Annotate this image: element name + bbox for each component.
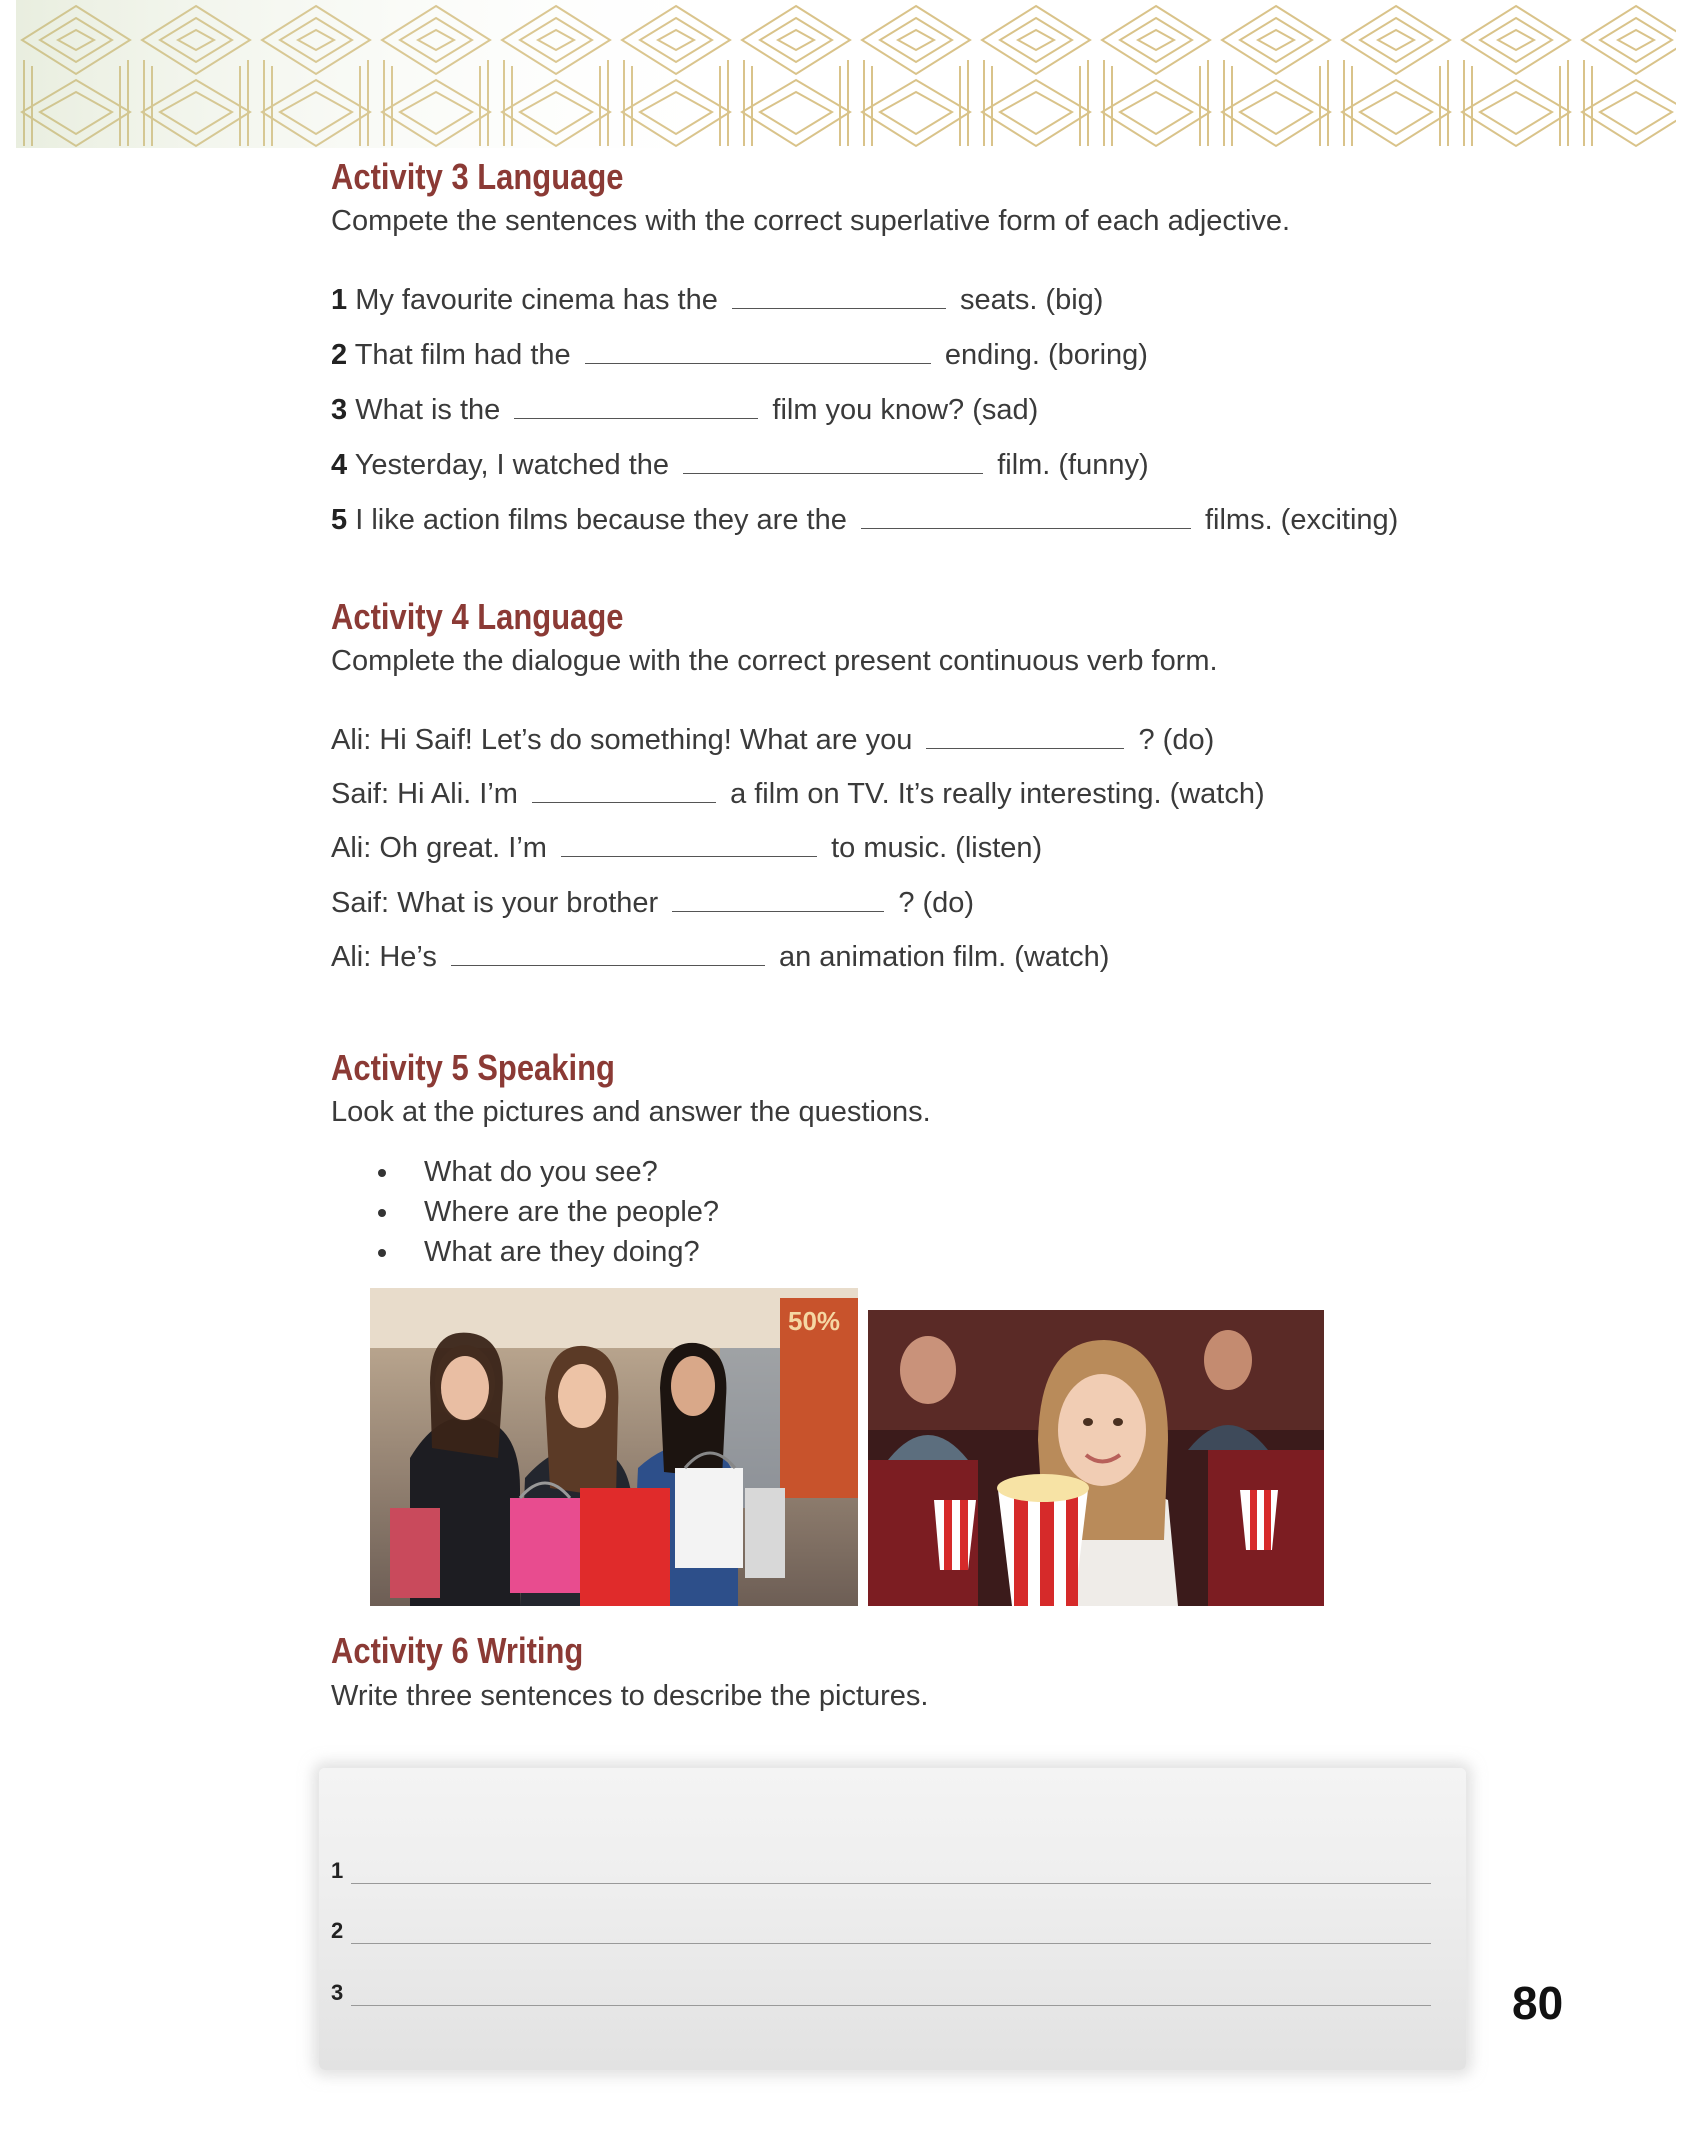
line-number: 1 [331, 1858, 344, 1883]
item-number: 3 [331, 394, 348, 426]
item-number: 2 [331, 339, 348, 371]
dialogue-text-before: Saif: What is your brother [331, 887, 659, 919]
bullet-icon [378, 1249, 386, 1257]
activity-3-heading: Activity 3 Language [331, 156, 624, 197]
activity-4-instruction: Complete the dialogue with the correct present continuous verb form. [331, 645, 1218, 677]
writing-line[interactable] [331, 1854, 1431, 1890]
bullet-icon [378, 1209, 386, 1217]
item-text-after: ending. (boring) [944, 339, 1148, 371]
shopping-scene-illustration [370, 1288, 858, 1606]
dialogue-text-after: to music. (listen) [831, 832, 1043, 864]
item-text-before: What is the [355, 394, 501, 426]
answer-blank[interactable] [514, 392, 758, 419]
bullet-icon [378, 1169, 386, 1177]
shopping-photo [370, 1288, 858, 1606]
question-text: Where are the people? [424, 1196, 720, 1228]
dialogue-text-after: ? (do) [898, 887, 975, 919]
item-text-after: films. (exciting) [1204, 504, 1399, 536]
question-item [378, 1192, 719, 1232]
activity-3-instruction: Compete the sentences with the correct superlative form of each adjective. [331, 205, 1291, 237]
decorative-banner [16, 0, 1676, 148]
item-number: 4 [331, 449, 348, 481]
item-number: 1 [331, 284, 348, 316]
answer-blank[interactable] [672, 885, 884, 912]
exercise-item [331, 282, 1103, 317]
answer-blank[interactable] [532, 776, 716, 803]
dialogue-line [331, 885, 974, 920]
item-text-after: seats. (big) [960, 284, 1104, 316]
dialogue-line [331, 939, 1109, 974]
item-text-before: My favourite cinema has the [355, 284, 718, 316]
question-item [378, 1152, 719, 1192]
exercise-item [331, 337, 1148, 372]
dialogue-line [331, 722, 1214, 757]
item-number: 5 [331, 504, 348, 536]
writing-area [319, 1768, 1466, 2070]
dialogue-text-before: Ali: Oh great. I’m [331, 832, 547, 864]
dialogue-text-after: ? (do) [1138, 724, 1215, 756]
question-text: What do you see? [424, 1156, 658, 1188]
line-rule [351, 1943, 1431, 1944]
cinema-scene-illustration [868, 1310, 1324, 1606]
answer-blank[interactable] [451, 939, 765, 966]
item-text-after: film you know? (sad) [772, 394, 1039, 426]
line-rule [351, 2005, 1431, 2006]
exercise-item [331, 502, 1398, 537]
activity-4-heading: Activity 4 Language [331, 596, 624, 637]
answer-blank[interactable] [861, 502, 1191, 529]
dialogue-text-before: Ali: Hi Saif! Let’s do something! What are you [331, 724, 913, 756]
item-text-before: I like action films because they are the [355, 504, 847, 536]
writing-line[interactable] [331, 1914, 1431, 1950]
dialogue-line [331, 830, 1042, 865]
answer-blank[interactable] [585, 337, 931, 364]
item-text-after: film. (funny) [997, 449, 1149, 481]
line-number: 3 [331, 1980, 344, 2005]
question-item [378, 1232, 719, 1272]
writing-line[interactable] [331, 1976, 1431, 2012]
exercise-item [331, 392, 1038, 427]
activity-6-heading: Activity 6 Writing [331, 1630, 584, 1671]
item-text-before: Yesterday, I watched the [354, 449, 670, 481]
item-text-before: That film had the [354, 339, 571, 371]
question-list [378, 1152, 719, 1272]
sale-sign-text: 50% [788, 1306, 841, 1336]
activity-5-instruction: Look at the pictures and answer the questions. [331, 1096, 931, 1128]
answer-blank[interactable] [926, 722, 1124, 749]
line-rule [351, 1883, 1431, 1884]
dialogue-text-before: Saif: Hi Ali. I’m [331, 778, 518, 810]
dialogue-text-before: Ali: He’s [331, 941, 437, 973]
dialogue-text-after: an animation film. (watch) [778, 941, 1110, 973]
line-number: 2 [331, 1918, 344, 1943]
exercise-item [331, 447, 1149, 482]
activity-5-heading: Activity 5 Speaking [331, 1047, 615, 1088]
answer-blank[interactable] [683, 447, 983, 474]
question-text: What are they doing? [424, 1236, 700, 1268]
answer-blank[interactable] [732, 282, 946, 309]
cinema-photo [868, 1310, 1324, 1606]
page-number: 80 [1512, 1977, 1564, 2029]
answer-blank[interactable] [561, 830, 817, 857]
dialogue-line [331, 776, 1265, 811]
dialogue-text-after: a film on TV. It’s really interesting. (watch) [730, 778, 1265, 810]
activity-6-instruction: Write three sentences to describe the pictures. [331, 1680, 929, 1712]
